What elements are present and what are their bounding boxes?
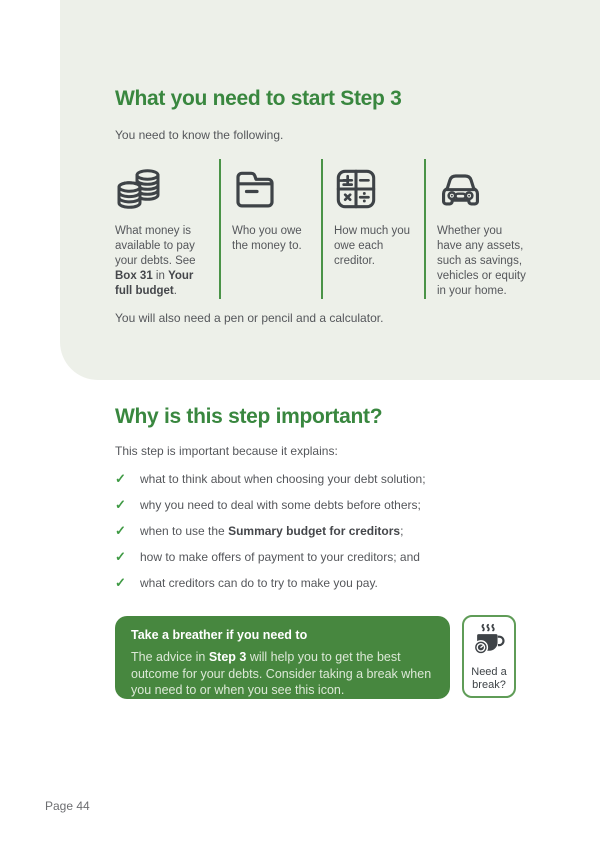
- checkmark-icon: ✓: [115, 497, 126, 512]
- page-number: Page 44: [45, 799, 90, 813]
- checkmark-icon: ✓: [115, 575, 126, 590]
- badge-label-line2: break?: [472, 679, 506, 691]
- checkmark-icon: ✓: [115, 549, 126, 564]
- column-money: [115, 159, 219, 299]
- list-item-text: when to use the Summary budget for creditors;: [140, 524, 404, 538]
- column-how-much: [321, 159, 424, 299]
- mug-icon: [471, 622, 507, 663]
- column-assets-text: Whether you have any assets, such as savings, vehicles or equity in your home.: [437, 225, 526, 297]
- requirements-columns: [115, 159, 543, 299]
- why-intro: This step is important because it explains:: [115, 444, 338, 458]
- folder-icon: [232, 159, 311, 212]
- list-item-text: why you need to deal with some debts before others;: [140, 498, 421, 512]
- why-important-section: [115, 404, 560, 601]
- coins-icon: [115, 159, 209, 212]
- list-item: [115, 497, 560, 513]
- take-a-breather-callout: [115, 616, 450, 699]
- why-check-list: [115, 471, 560, 591]
- list-item-text: what creditors can do to try to make you pay.: [140, 576, 378, 590]
- list-item: [115, 471, 560, 487]
- calculator-icon: [334, 159, 414, 212]
- car-icon: [437, 159, 530, 212]
- column-how-much-text: How much you owe each creditor.: [334, 225, 411, 267]
- list-item: [115, 575, 560, 591]
- column-who-text: Who you owe the money to.: [232, 225, 302, 252]
- need-a-break-badge: [462, 615, 516, 698]
- list-item: [115, 523, 560, 539]
- column-money-text: What money is available to pay your debts. See Box 31 in Your full budget.: [115, 225, 196, 297]
- why-title: Why is this step important?: [115, 405, 383, 428]
- breather-title: Take a breather if you need to: [131, 628, 308, 642]
- panel-intro: You need to know the following.: [115, 128, 284, 142]
- column-who: [219, 159, 321, 299]
- badge-label-line1: Need a: [471, 666, 507, 678]
- checkmark-icon: ✓: [115, 523, 126, 538]
- list-item: [115, 549, 560, 565]
- checkmark-icon: ✓: [115, 471, 126, 486]
- panel-note: You will also need a pen or pencil and a calculator.: [115, 311, 384, 325]
- panel-title: What you need to start Step 3: [115, 87, 402, 110]
- breather-body: The advice in Step 3 will help you to get the best outcome for your debts. Consider taking a break when you need to or when you see this icon.: [131, 650, 432, 697]
- list-item-text: how to make offers of payment to your creditors; and: [140, 550, 420, 564]
- badge-label: [471, 666, 506, 692]
- what-you-need-panel: [60, 0, 600, 380]
- column-assets: [424, 159, 540, 299]
- list-item-text: what to think about when choosing your debt solution;: [140, 472, 426, 486]
